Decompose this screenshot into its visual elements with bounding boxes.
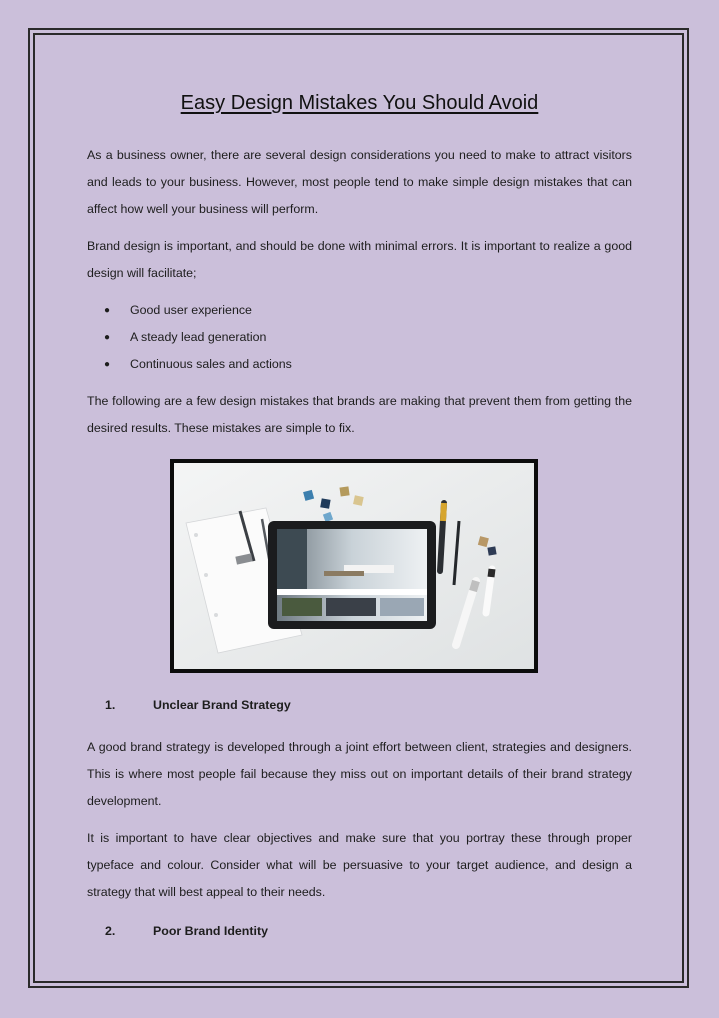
section-number: 1. [105, 698, 116, 712]
paragraph-brand: Brand design is important, and should be done with minimal errors. It is important to realize a good design will facilitate; [87, 239, 632, 280]
section-title: Unclear Brand Strategy [153, 698, 291, 712]
document-body [87, 88, 632, 939]
tablet-desk-photo [170, 459, 538, 673]
paragraph-intro: As a business owner, there are several design considerations you need to make to attract visitors and leads to your business. However, most people tend to make simple design mistakes that can affect how well your business will perform. [87, 148, 632, 216]
list-item: ● Continuous sales and actions [104, 351, 632, 378]
bullet-icon: ● [104, 359, 111, 370]
list-item: ● A steady lead generation [104, 324, 632, 351]
bullet-icon: ● [104, 305, 111, 316]
document-title: Easy Design Mistakes You Should Avoid [180, 92, 539, 114]
bullet-list [87, 297, 632, 378]
paragraph-strategy-1: A good brand strategy is developed through a joint effort between client, strategies and designers. This is where most people fail because they miss out on important details of their brand strategy development. [87, 740, 632, 808]
photo-illustration [174, 463, 534, 669]
section-heading-1 [87, 697, 632, 713]
section-number: 2. [105, 924, 116, 938]
list-item: ● Good user experience [104, 297, 632, 324]
paragraph-following: The following are a few design mistakes that brands are making that prevent them from getting the desired results. These mistakes are simple to fix. [87, 394, 632, 435]
bullet-icon: ● [104, 332, 111, 343]
section-title: Poor Brand Identity [153, 924, 268, 938]
paragraph-strategy-2: It is important to have clear objectives and make sure that you portray these through proper typeface and colour. Consider what will be persuasive to your target audience, and design a strategy that will best appeal to their needs. [87, 831, 632, 899]
section-heading-2 [87, 923, 632, 939]
